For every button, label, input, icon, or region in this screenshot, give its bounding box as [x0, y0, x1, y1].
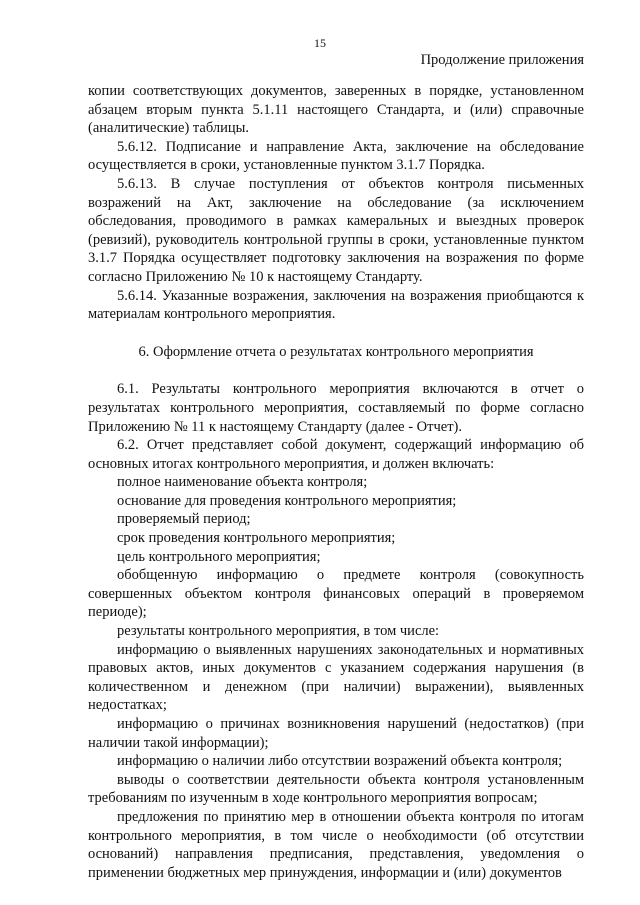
list-item: результаты контрольного мероприятия, в том числе: [117, 623, 440, 640]
paragraph-5-6-12: 5.6.12. Подписание и направление Акта, заключение на обследование осуществляется в сроки, установленные пунктом 3.1.7 Порядка. [88, 138, 584, 174]
paragraph-6-1: 6.1. Результаты контрольного мероприятия включаются в отчет о результатах контрольного мероприятия, составляемый по форме согласно Приложению № 11 к настоящему Стандарту (далее - Отчет). [88, 381, 584, 435]
list-item: срок проведения контрольного мероприятия; [117, 530, 396, 547]
list-item: цель контрольного мероприятия; [117, 548, 321, 565]
list-item: информацию о причинах возникновения нарушений (недостатков) (при наличии такой информации); [88, 716, 584, 751]
list-item: полное наименование объекта контроля; [117, 474, 368, 491]
list-item: проверяемый период; [117, 511, 251, 528]
document-body [88, 82, 584, 882]
list-item: обобщенную информацию о предмете контроля (совокупность совершенных объектом контроля финансовых операций в проверяемом периоде); [88, 567, 584, 621]
paragraph-6-2: 6.2. Отчет представляет собой документ, содержащий информацию об основных итогах контрольного мероприятия, и должен включать: [88, 437, 584, 472]
list-item: информацию о выявленных нарушениях законодательных и нормативных правовых актов, иных документов с указанием содержания нарушения (в количественном и денежном (при наличии) выражении), выявленных недостатках; [88, 641, 584, 714]
section-heading: 6. Оформление отчета о результатах контрольного мероприятия [138, 343, 534, 360]
list-item: информацию о наличии либо отсутствии возражений объекта контроля; [117, 753, 563, 770]
top-fragment: копии соответствующих документов, заверенных в порядке, установленном абзацем вторым пункта 5.1.11 настоящего Стандарта, и (или) справочные (аналитические) таблицы. [88, 83, 584, 137]
page-number: 15 [314, 36, 326, 50]
paragraph-5-6-14: 5.6.14. Указанные возражения, заключения на возражения приобщаются к материалам контрольного мероприятия. [88, 287, 584, 323]
list-item: основание для проведения контрольного мероприятия; [117, 492, 457, 509]
list-item: предложения по принятию мер в отношении объекта контроля по итогам контрольного мероприятия, в том числе о необходимости (об отсутствии оснований) направления предписания, представления, уведомления о применении бюджетных мер принуждения, информации и (или) документов [88, 808, 584, 881]
continuation-label: Продолжение приложения [420, 52, 584, 68]
paragraph-5-6-13: 5.6.13. В случае поступления от объектов контроля письменных возражений на Акт, заключение на обследование (за исключением обследования, проводимого в рамках камеральных и выездных проверок (ревизий), руководитель контрольной группы в сроки, установленные пунктом 3.1.7 Порядка осуществляет подготовку заключения на возражения по форме согласно Приложению № 10 к настоящему Стандарту. [88, 175, 584, 285]
list-item: выводы о соответствии деятельности объекта контроля установленным требованиям по изученным в ходе контрольного мероприятия вопросам; [88, 771, 584, 807]
